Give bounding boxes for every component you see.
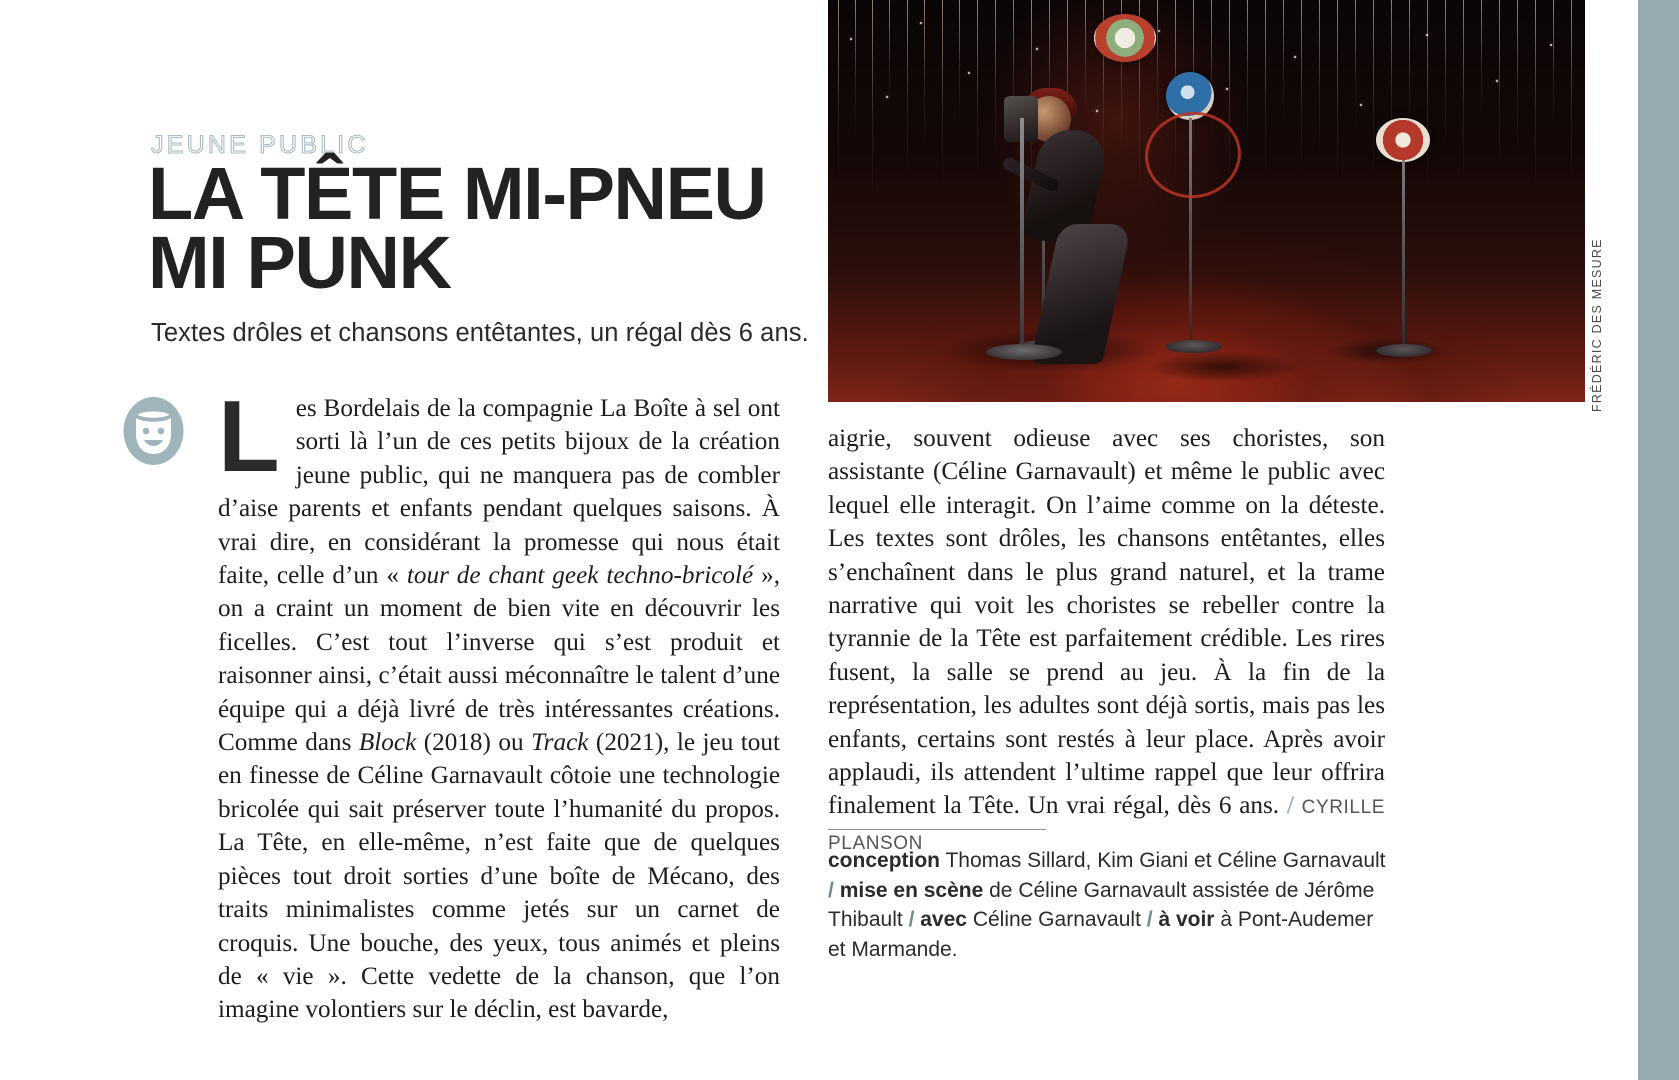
production-photo: [828, 0, 1585, 402]
credit-value-conception: Thomas Sillard, Kim Giani et Céline Garnavault: [945, 849, 1386, 872]
left-column: [0, 0, 820, 1080]
body-left-segment-3: (2018) ou: [416, 729, 532, 757]
credit-value-a-voir: à Pont-Audemer et Marmande.: [828, 908, 1374, 961]
article-subtitle: Textes drôles et chansons entêtantes, un régal dès 6 ans.: [151, 319, 809, 347]
body-left-italic-2: Block: [358, 729, 417, 757]
production-credits: [828, 846, 1388, 964]
theater-mask-icon: [121, 396, 186, 466]
performer-legs: [1030, 224, 1132, 364]
body-left-segment-2: », on a craint un moment de bien vite en découvrir les ficelles. C’est tout l’inverse qui s’est produit et raisonner ainsi, c’était aussi méconnaître le talent d’une équipe qui a déjà livré de très intéressantes créations. Comme dans: [218, 562, 780, 757]
credit-value-avec: Céline Garnavault: [972, 908, 1141, 931]
right-column: [828, 0, 1604, 1080]
body-left-segment-1: es Bordelais de la compagnie La Boîte à sel ont sorti là l’un de ces petits bijoux de la création jeune public, qui ne manquera pas de combler d’aise parents et enfants pendant quelques saisons. À vrai dire, en considérant la promesse qui nous était faite, celle d’un «: [218, 395, 780, 590]
credit-separator: /: [828, 878, 834, 902]
credit-separator: /: [908, 908, 915, 931]
credit-label-a-voir: à voir: [1158, 908, 1215, 931]
stage-prop-flower: [1094, 14, 1164, 74]
body-left-segment-4: (2021), le jeu tout en finesse de Céline Garnavault côtoie une technologie bricolée qui sait préserver toute l’humanité du propos. La Tête, en elle-même, n’est faite que de quelques pièces tout droit sorties d’une boîte de Mécano, des traits minimalistes comme jetés sur un carnet de croquis. Une bouche, des yeux, tous animés et pleins de « vie ». Cette vedette de la chanson, que l’on imagine volontiers sur le déclin, est bavarde,: [218, 729, 780, 1024]
drop-cap: L: [218, 381, 280, 493]
headline-line-2: MI PUNK: [148, 220, 451, 304]
credit-value-mise-en-scene: de Céline Garnavault assistée de Jérôme Thibault: [828, 878, 1375, 931]
article-byline: CYRILLE PLANSON: [828, 797, 1386, 854]
credit-separator: /: [1146, 908, 1153, 931]
floor-shadow: [1148, 352, 1298, 382]
body-left-italic-1: tour de chant geek techno-bricolé: [406, 562, 754, 590]
body-left-italic-3: Track: [531, 729, 589, 757]
page-title: [148, 152, 788, 304]
microphone-stand: [1020, 118, 1024, 350]
article-kicker: JEUNE PUBLIC: [151, 131, 369, 159]
byline-separator: /: [1286, 792, 1294, 820]
microphone-base: [986, 344, 1062, 360]
photo-credit: FRÉDÉRIC DES MESURE: [1590, 238, 1604, 412]
headline-line-1: LA TÊTE MI-PNEU: [148, 152, 766, 235]
right-edge-accent-bar: [1638, 0, 1679, 1080]
article-body-left: [218, 381, 780, 1027]
credit-label-avec: avec: [920, 908, 967, 931]
credit-label-mise-en-scene: mise en scène: [839, 878, 984, 902]
body-right-text: aigrie, souvent odieuse avec ses choristes, son assistante (Céline Garnavault) et même le public avec lequel elle interagit. On l’aime comme on la déteste. Les textes sont drôles, les chansons entêtantes, elles s’enchaînent dans le plus grand naturel, et la trame narrative qui voit les choristes se rebeller contre la tyrannie de la Tête est parfaitement crédible. Les rires fusent, la salle se prend au jeu. À la fin de la représentation, les adultes sont déjà sortis, mais pas les enfants, certains sont restés à leur place. Après avoir applaudi, ils attendent l’ultime rappel que leur offrira finalement la Tête. Un vrai régal, dès 6 ans.: [828, 425, 1385, 820]
credits-divider: [828, 829, 1046, 830]
photo-backdrop: [828, 0, 1585, 402]
credit-label-conception: conception: [828, 849, 941, 872]
article-body-right: [828, 422, 1385, 860]
stage-prop-flower-right: [1376, 118, 1442, 354]
